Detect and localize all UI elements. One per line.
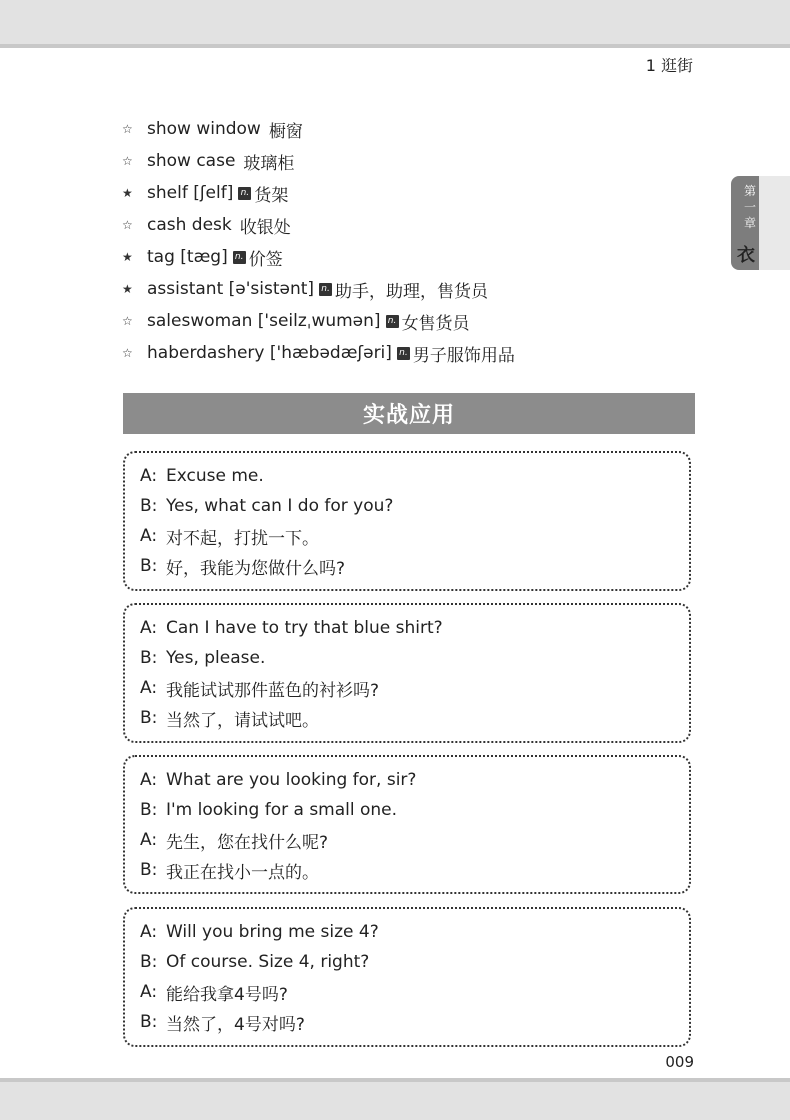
running-head: 1 逛街 [645, 56, 693, 75]
speaker-label: B: [140, 800, 158, 820]
dialog-text: Yes, what can I do for you? [166, 496, 394, 516]
vocab-phonetic: [ʃelf] [193, 183, 234, 203]
top-band [0, 0, 790, 44]
section-banner: 实战应用 [123, 393, 695, 434]
chapter-tab-bar [759, 176, 790, 270]
dialog-line [140, 947, 689, 977]
vocab-item [122, 177, 702, 209]
vocab-item [122, 337, 702, 369]
dialog-text: 能给我拿4号吗? [166, 984, 288, 1005]
dialog-line [140, 977, 689, 1007]
dialog-line [140, 765, 689, 795]
dialog-text: Will you bring me size 4? [166, 922, 379, 942]
speaker-label: A: [140, 526, 158, 546]
bottom-band [0, 1082, 790, 1120]
vocab-word: show window [147, 119, 261, 139]
speaker-label: A: [140, 618, 158, 638]
speaker-label: A: [140, 466, 158, 486]
vocab-phonetic: [ə'sistənt] [228, 279, 315, 299]
speaker-label: B: [140, 1012, 158, 1032]
dialog-box [123, 755, 691, 894]
hollow-star-icon: ☆ [122, 346, 133, 360]
part-of-speech-badge: n. [397, 347, 410, 360]
vocab-item [122, 113, 702, 145]
dialog-line [140, 917, 689, 947]
speaker-label: A: [140, 678, 158, 698]
dialog-box [123, 603, 691, 743]
vocab-word: show case [147, 151, 236, 171]
dialog-line [140, 855, 689, 885]
vocab-phonetic: [tæg] [180, 247, 228, 267]
dialog-text: 好，我能为您做什么吗? [166, 558, 346, 579]
dialog-text: 当然了，4号对吗? [166, 1014, 305, 1035]
vocab-item [122, 241, 702, 273]
vocab-meaning: 收银处 [239, 217, 291, 238]
speaker-label: B: [140, 556, 158, 576]
dialog-text: Excuse me. [166, 466, 264, 486]
speaker-label: A: [140, 770, 158, 790]
filled-star-icon: ★ [122, 250, 133, 264]
dialog-text: I'm looking for a small one. [166, 800, 398, 820]
hollow-star-icon: ☆ [122, 218, 133, 232]
part-of-speech-badge: n. [233, 251, 246, 264]
filled-star-icon: ★ [122, 282, 133, 296]
vocab-item [122, 305, 702, 337]
vocab-meaning: 价签 [248, 249, 283, 270]
vocab-meaning: 助手，助理，售货员 [335, 281, 489, 302]
top-rule [0, 44, 790, 48]
dialog-text: 对不起，打扰一下。 [166, 528, 319, 549]
dialog-text: Yes, please. [166, 648, 266, 668]
dialog-line [140, 795, 689, 825]
vocab-item [122, 273, 702, 305]
filled-star-icon: ★ [122, 186, 133, 200]
vocab-word: cash desk [147, 215, 232, 235]
chapter-topic: 衣 [737, 245, 755, 266]
vocab-word: assistant [147, 279, 224, 299]
vocab-meaning: 货架 [254, 185, 289, 206]
speaker-label: A: [140, 982, 158, 1002]
dialog-line [140, 461, 689, 491]
dialog-line [140, 643, 689, 673]
vocab-phonetic: ['hæbədæʃəri] [269, 343, 392, 363]
dialog-line [140, 1007, 689, 1037]
dialog-box [123, 907, 691, 1047]
speaker-label: A: [140, 830, 158, 850]
vocab-item [122, 145, 702, 177]
speaker-label: B: [140, 952, 158, 972]
vocab-word: tag [147, 247, 175, 267]
dialog-text: Can I have to try that blue shirt? [166, 618, 443, 638]
dialog-line [140, 521, 689, 551]
dialog-text: 先生，您在找什么呢? [166, 832, 329, 853]
dialog-box [123, 451, 691, 591]
vocab-meaning: 女售货员 [401, 313, 470, 334]
page-number: 009 [665, 1053, 694, 1071]
speaker-label: B: [140, 496, 158, 516]
speaker-label: B: [140, 648, 158, 668]
vocab-meaning: 橱窗 [268, 121, 303, 142]
vocab-word: shelf [147, 183, 188, 203]
speaker-label: B: [140, 860, 158, 880]
dialog-line [140, 613, 689, 643]
dialog-text: What are you looking for, sir? [166, 770, 417, 790]
vocab-word: saleswoman [147, 311, 253, 331]
dialog-text: Of course. Size 4, right? [166, 952, 370, 972]
part-of-speech-badge: n. [386, 315, 399, 328]
chapter-label: 第 一 章 [743, 184, 756, 230]
vocab-item [122, 209, 702, 241]
hollow-star-icon: ☆ [122, 154, 133, 168]
speaker-label: A: [140, 922, 158, 942]
vocab-word: haberdashery [147, 343, 265, 363]
dialog-text: 当然了，请试试吧。 [166, 710, 319, 731]
hollow-star-icon: ☆ [122, 314, 133, 328]
dialog-text: 我正在找小一点的。 [166, 862, 319, 883]
part-of-speech-badge: n. [319, 283, 332, 296]
vocab-meaning: 男子服饰用品 [412, 345, 515, 366]
hollow-star-icon: ☆ [122, 122, 133, 136]
dialog-line [140, 551, 689, 581]
vocab-meaning: 玻璃柜 [243, 153, 295, 174]
dialog-line [140, 825, 689, 855]
vocab-list [122, 113, 702, 369]
part-of-speech-badge: n. [238, 187, 251, 200]
speaker-label: B: [140, 708, 158, 728]
vocab-phonetic: ['seilzˌwumən] [257, 311, 381, 331]
dialog-text: 我能试试那件蓝色的衬衫吗? [166, 680, 380, 701]
dialog-line [140, 491, 689, 521]
dialog-line [140, 703, 689, 733]
dialog-line [140, 673, 689, 703]
